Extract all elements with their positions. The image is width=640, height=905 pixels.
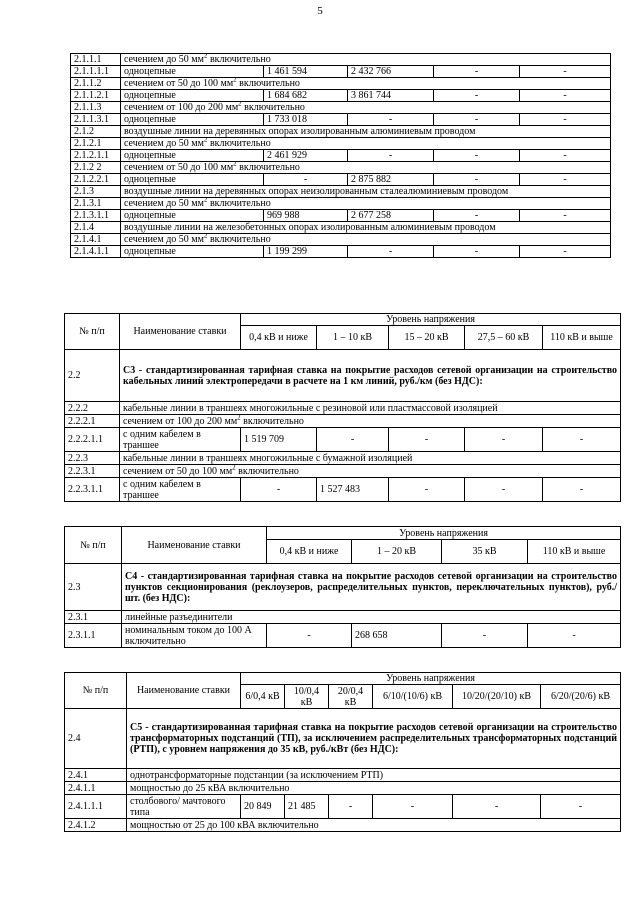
rate-value: - — [442, 624, 528, 648]
row-number: 2.2.3.1 — [65, 465, 120, 478]
rate-value: - — [348, 246, 434, 258]
row-number: 2.2.2.1.1 — [65, 428, 120, 452]
rate-value: - — [541, 795, 621, 819]
row-description: линейные разъединители — [122, 611, 621, 624]
table-row — [65, 415, 621, 428]
rate-value: - — [267, 624, 352, 648]
table-row — [71, 66, 611, 78]
row-number: 2.4.1.1.1 — [65, 795, 127, 819]
row-description: сечением от 50 до 100 $мм^2$ включительно — [120, 465, 621, 478]
rate-value: - — [543, 428, 621, 452]
table-row — [71, 162, 611, 174]
table-row — [65, 769, 621, 782]
rate-value: - — [465, 478, 543, 502]
table-c5-transformer-substations — [64, 672, 621, 832]
rate-value: 268 658 — [352, 624, 442, 648]
table-row — [65, 452, 621, 465]
rate-value: - — [348, 114, 434, 126]
row-number: 2.4.1.1 — [65, 782, 127, 795]
row-number: 2.1.3 — [71, 186, 121, 198]
rate-value: - — [434, 66, 520, 78]
header-col: 15 – 20 кВ — [389, 326, 465, 350]
header-name: Наименование ставки — [127, 673, 241, 709]
table-row — [65, 782, 621, 795]
row-number: 2.1.1.3 — [71, 102, 121, 114]
row-number: 2.1.2 — [71, 126, 121, 138]
header-col: 0,4 кВ и ниже — [267, 540, 352, 564]
rate-value: - — [520, 150, 611, 162]
header-num: № п/п — [65, 314, 120, 350]
rate-value: 2 875 882 — [348, 174, 434, 186]
header-col: 110 кВ и выше — [528, 540, 621, 564]
header-voltage-level: Уровень напряжения — [241, 673, 621, 685]
row-description: одноцепные — [121, 150, 264, 162]
rate-value: 1 684 682 — [264, 90, 348, 102]
header-col: 10/20/(20/10) кВ — [453, 685, 541, 709]
table-row — [71, 186, 611, 198]
main-row-num: 2.2 — [65, 350, 120, 402]
header-col: 1 – 20 кВ — [352, 540, 442, 564]
rate-value: 1 519 709 — [241, 428, 317, 452]
row-description: с одним кабелем в траншее — [120, 478, 241, 502]
table-overhead-lines — [70, 53, 611, 258]
main-row-text: С3 - стандартизированная тарифная ставка на покрытие расходов сетевой организации на строительство кабельных линий электропередачи в расчете на 1 км линий, руб./км (без НДС): — [120, 350, 621, 402]
row-number: 2.1.1.2 — [71, 78, 121, 90]
row-number: 2.1.1.1.1 — [71, 66, 121, 78]
table-row — [71, 150, 611, 162]
row-number: 2.1.2.2.1 — [71, 174, 121, 186]
table-row — [65, 428, 621, 452]
rate-value: - — [453, 795, 541, 819]
main-row-num: 2.4 — [65, 709, 127, 769]
header-col: 35 кВ — [442, 540, 528, 564]
row-description: воздушные линии на железобетонных опорах изолированным алюминиевым проводом — [121, 222, 611, 234]
rate-value: - — [434, 210, 520, 222]
table-row — [65, 478, 621, 502]
table-row — [71, 90, 611, 102]
row-number: 2.4.1 — [65, 769, 127, 782]
header-col: 110 кВ и выше — [543, 326, 621, 350]
main-row-text: С5 - стандартизированная тарифная ставка на покрытие расходов сетевой организации на строительство трансформаторных подстанций (ТП), за исключением распределительных трансформаторных подстанций (РТП), с уровнем напряжения до 35 кВ, руб./кВт (без НДС): — [127, 709, 621, 769]
table-row — [65, 465, 621, 478]
rate-value: - — [389, 478, 465, 502]
rate-value: 2 677 258 — [348, 210, 434, 222]
row-description: номинальным током до 100 А включительно — [122, 624, 267, 648]
header-col: 27,5 – 60 кВ — [465, 326, 543, 350]
rate-value: 21 485 — [285, 795, 329, 819]
row-number: 2.1.1.1 — [71, 54, 121, 66]
row-description: одноцепные — [121, 114, 264, 126]
header-name: Наименование ставки — [122, 527, 267, 564]
header-num: № п/п — [65, 527, 122, 564]
row-description: сечением от 50 до 100 $мм^2$ включительно — [121, 162, 611, 174]
rate-value: 3 861 744 — [348, 90, 434, 102]
rate-value: 20 849 — [241, 795, 285, 819]
rate-value: - — [543, 478, 621, 502]
header-col: 6/0,4 кВ — [241, 685, 285, 709]
row-description: сечением до 50 $мм^2$ включительно — [121, 138, 611, 150]
row-number: 2.1.2 2 — [71, 162, 121, 174]
main-row-text: С4 - стандартизированная тарифная ставка на покрытие расходов сетевой организации на строительство пунктов секционирования (реклоузеров, распределительных пунктов, переключательных пунктов), руб./шт. (без НДС): — [122, 564, 621, 611]
row-number: 2.1.3.1 — [71, 198, 121, 210]
row-number: 2.1.2.1 — [71, 138, 121, 150]
table-row — [71, 138, 611, 150]
rate-value: 1 733 018 — [264, 114, 348, 126]
rate-value: 2 461 929 — [264, 150, 348, 162]
row-description: сечением от 50 до 100 $мм^2$ включительно — [121, 78, 611, 90]
rate-value: - — [520, 66, 611, 78]
table-row — [71, 174, 611, 186]
header-name: Наименование ставки — [120, 314, 241, 350]
row-number: 2.1.4.1.1 — [71, 246, 121, 258]
table-row — [65, 624, 621, 648]
row-description: сечением до 50 $мм^2$ включительно — [121, 234, 611, 246]
table-row — [71, 246, 611, 258]
table-row — [65, 819, 621, 832]
table-row — [71, 126, 611, 138]
rate-value: 1 461 594 — [264, 66, 348, 78]
rate-value: - — [389, 428, 465, 452]
rate-value: - — [329, 795, 373, 819]
rate-value: 2 432 766 — [348, 66, 434, 78]
rate-value: - — [434, 90, 520, 102]
rate-value: - — [434, 150, 520, 162]
row-number: 2.3.1.1 — [65, 624, 122, 648]
rate-value: - — [317, 428, 389, 452]
rate-value: - — [264, 174, 348, 186]
row-description: одноцепные — [121, 210, 264, 222]
header-col: 20/0,4 кВ — [329, 685, 373, 709]
table-row — [71, 198, 611, 210]
table-row — [65, 402, 621, 415]
table-row — [65, 611, 621, 624]
row-number: 2.1.4 — [71, 222, 121, 234]
rate-value: - — [434, 174, 520, 186]
row-description: сечением до 50 $мм^2$ включительно — [121, 198, 611, 210]
row-number: 2.1.2.1.1 — [71, 150, 121, 162]
row-description: одноцепные — [121, 174, 264, 186]
header-num: № п/п — [65, 673, 127, 709]
row-description: однотрансформаторные подстанции (за исключением РТП) — [127, 769, 621, 782]
table-row — [71, 222, 611, 234]
rate-value: - — [241, 478, 317, 502]
row-description: сечением от 100 до 200 $мм^2$ включительно — [120, 415, 621, 428]
row-number: 2.4.1.2 — [65, 819, 127, 832]
row-description: сечением до 50 $мм^2$ включительно — [121, 54, 611, 66]
main-row-num: 2.3 — [65, 564, 122, 611]
header-voltage-level: Уровень напряжения — [267, 527, 621, 540]
rate-value: - — [348, 150, 434, 162]
table-c3-cable-lines — [64, 313, 621, 502]
rate-value: 1 527 483 — [317, 478, 389, 502]
header-col: 0,4 кВ и ниже — [241, 326, 317, 350]
rate-value: - — [520, 114, 611, 126]
header-col: 6/20/(20/6) кВ — [541, 685, 621, 709]
table-c4-sectioning-points — [64, 526, 621, 648]
row-number: 2.1.1.2.1 — [71, 90, 121, 102]
row-description: кабельные линии в траншеях многожильные с резиновой или пластмассовой изоляцией — [120, 402, 621, 415]
table-row — [71, 78, 611, 90]
row-description: воздушные линии на деревянных опорах неизолированным сталеалюминиевым проводом — [121, 186, 611, 198]
rate-value: - — [373, 795, 453, 819]
table-row — [71, 210, 611, 222]
row-number: 2.2.3 — [65, 452, 120, 465]
rate-value: - — [434, 246, 520, 258]
row-description: столбового/ мачтового типа — [127, 795, 241, 819]
header-voltage-level: Уровень напряжения — [241, 314, 621, 326]
table-row — [71, 54, 611, 66]
rate-value: - — [520, 90, 611, 102]
table-row — [71, 102, 611, 114]
row-description: одноцепные — [121, 90, 264, 102]
header-col: 1 – 10 кВ — [317, 326, 389, 350]
header-col: 6/10/(10/6) кВ — [373, 685, 453, 709]
row-description: одноцепные — [121, 246, 264, 258]
row-number: 2.1.4.1 — [71, 234, 121, 246]
row-number: 2.1.1.3.1 — [71, 114, 121, 126]
row-description: сечением от 100 до 200 $мм^2$ включительно — [121, 102, 611, 114]
row-description: одноцепные — [121, 66, 264, 78]
row-description: с одним кабелем в траншее — [120, 428, 241, 452]
table-row — [71, 114, 611, 126]
rate-value: - — [528, 624, 621, 648]
header-col: 10/0,4 кВ — [285, 685, 329, 709]
row-number: 2.2.2.1 — [65, 415, 120, 428]
rate-value: - — [520, 246, 611, 258]
table-row — [71, 234, 611, 246]
rate-value: - — [434, 114, 520, 126]
rate-value: - — [520, 174, 611, 186]
row-number: 2.3.1 — [65, 611, 122, 624]
row-number: 2.1.3.1.1 — [71, 210, 121, 222]
row-description: мощностью от 25 до 100 кВА включительно — [127, 819, 621, 832]
rate-value: 1 199 299 — [264, 246, 348, 258]
rate-value: - — [520, 210, 611, 222]
page-number: 5 — [317, 5, 323, 17]
row-number: 2.2.2 — [65, 402, 120, 415]
row-description: мощностью до 25 кВА включительно — [127, 782, 621, 795]
row-description: воздушные линии на деревянных опорах изолированным алюминиевым проводом — [121, 126, 611, 138]
rate-value: 969 988 — [264, 210, 348, 222]
row-number: 2.2.3.1.1 — [65, 478, 120, 502]
row-description: кабельные линии в траншеях многожильные с бумажной изоляцией — [120, 452, 621, 465]
rate-value: - — [465, 428, 543, 452]
table-row — [65, 795, 621, 819]
